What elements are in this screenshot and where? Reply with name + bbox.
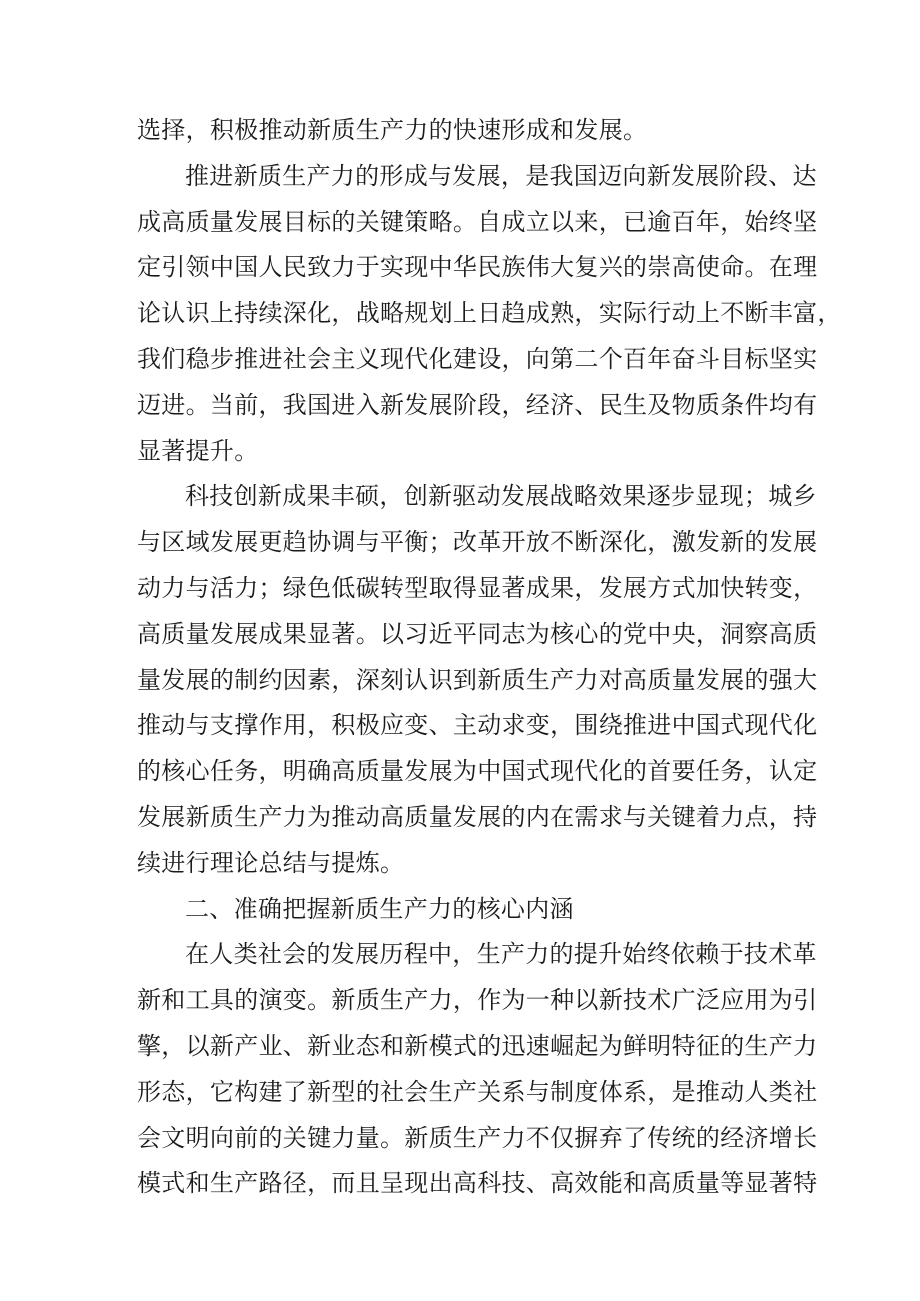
text-line: 推动与支撑作用，积极应变、主动求变，围绕推进中国式现代化 (137, 711, 818, 740)
text-line: 显著提升。 (137, 436, 259, 465)
text-line: 新和工具的演变。新质生产力，作为一种以新技术广泛应用为引 (137, 986, 818, 1015)
paragraph (137, 474, 818, 886)
text-line: 模式和生产路径，而且呈现出高科技、高效能和高质量等显著特 (137, 1169, 818, 1198)
text-line: 量发展的制约因素，深刻认识到新质生产力对高质量发展的强大 (137, 665, 818, 694)
text-line: 形态，它构建了新型的社会生产关系与制度体系，是推动人类社 (137, 1077, 818, 1106)
text-line: 擎，以新产业、新业态和新模式的迅速崛起为鲜明特征的生产力 (137, 1031, 818, 1060)
paragraph-continuation (137, 108, 797, 154)
text-line: 我们稳步推进社会主义现代化建设，向第二个百年奋斗目标坚实 (137, 344, 818, 373)
text-line: 成高质量发展目标的关键策略。自成立以来，已逾百年，始终坚 (137, 207, 818, 236)
paragraph (137, 154, 842, 475)
text-line: 推进新质生产力的形成与发展，是我国迈向新发展阶段、达 (185, 161, 817, 190)
text-line: 续进行理论总结与提炼。 (137, 848, 405, 877)
text-line: 发展新质生产力为推动高质量发展的内在需求与关键着力点，持 (137, 802, 818, 831)
text-line: 选择，积极推动新质生产力的快速形成和发展。 (137, 116, 648, 144)
text-line: 与区域发展更趋协调与平衡；改革开放不断深化，激发新的发展 (137, 528, 818, 557)
text-line: 定引领中国人民致力于实现中华民族伟大复兴的崇高使命。在理 (137, 253, 818, 282)
text-line: 论认识上持续深化，战略规划上日趋成熟，实际行动上不断丰富， (137, 299, 842, 328)
text-line: 的核心任务，明确高质量发展为中国式现代化的首要任务，认定 (137, 757, 818, 786)
text-line: 高质量发展成果显著。以习近平同志为核心的党中央，洞察高质 (137, 619, 818, 648)
text-line: 动力与活力；绿色低碳转型取得显著成果，发展方式加快转变， (137, 573, 818, 602)
section-heading-text: 二、准确把握新质生产力的核心内涵 (185, 894, 574, 923)
document-body (137, 108, 842, 1207)
paragraph (137, 932, 818, 1207)
section-heading (137, 887, 797, 933)
text-line: 迈进。当前，我国进入新发展阶段，经济、民生及物质条件均有 (137, 390, 818, 419)
text-line: 在人类社会的发展历程中，生产力的提升始终依赖于技术革 (185, 940, 817, 969)
text-line: 科技创新成果丰硕，创新驱动发展战略效果逐步显现；城乡 (185, 482, 817, 511)
text-line: 会文明向前的关键力量。新质生产力不仅摒弃了传统的经济增长 (137, 1123, 818, 1152)
